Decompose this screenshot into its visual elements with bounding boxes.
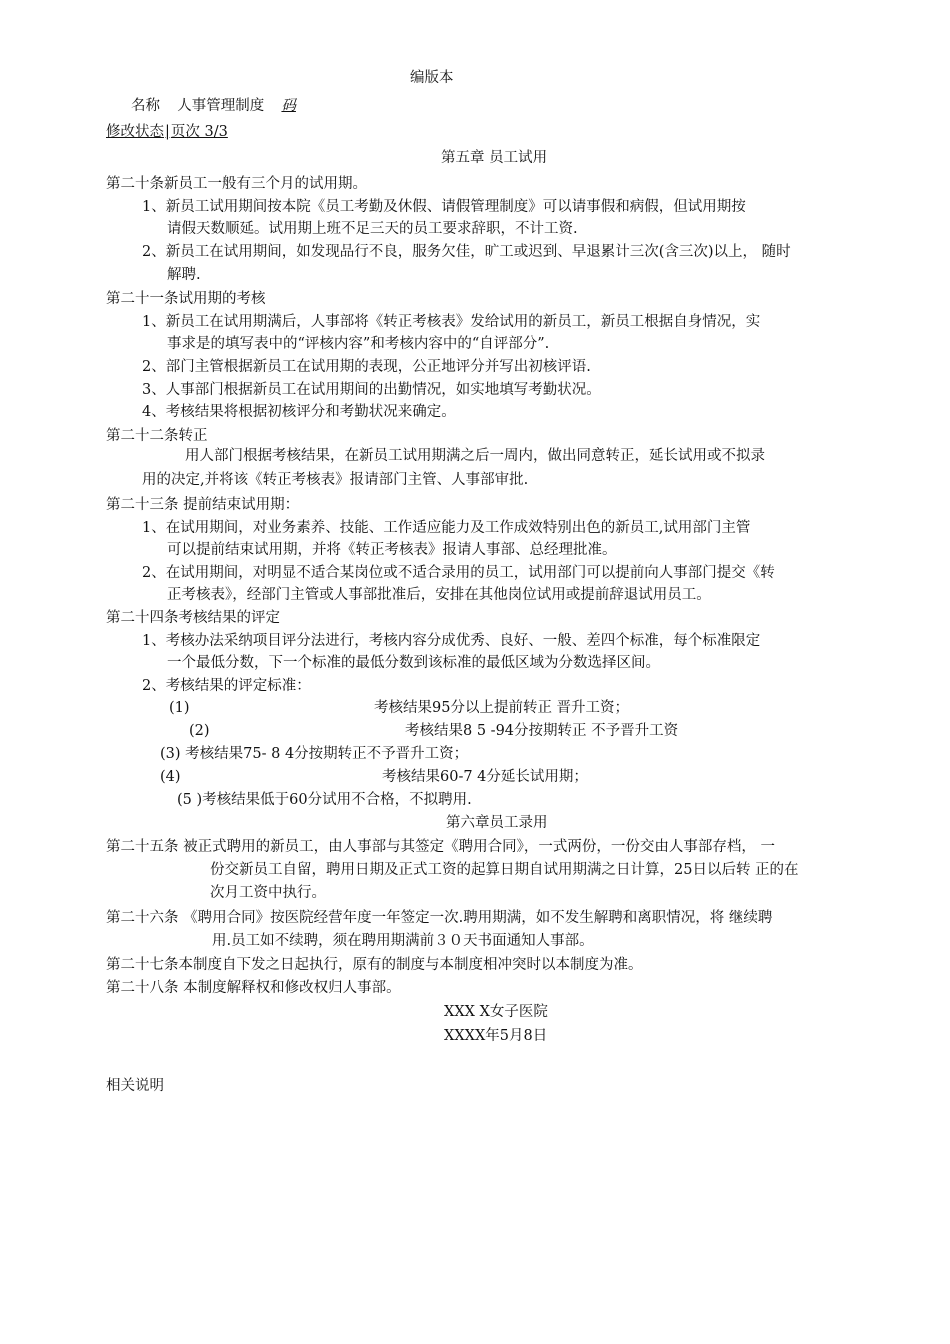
article21-item1-line2: 事求是的填写表中的“评核内容”和考核内容中的“自评部分”. [167, 336, 550, 352]
related-notes-label: 相关说明 [106, 1078, 164, 1094]
article26-line1: 第二十六条 《聘用合同》按医院经营年度一年签定一次.聘用期满，如不发生解聘和离职情况，将 继续聘 [106, 910, 773, 926]
article20-item1-line2: 请假天数顺延。试用期上班不足三天的员工要求辞职，不计工资. [167, 221, 578, 237]
issue-date: XXXX年5月8日 [444, 1028, 548, 1044]
name-mark: 码 [281, 98, 296, 114]
article25-line2: 份交新员工自留，聘用日期及正式工资的起算日期自试用期满之日计算，25日以后转 正的在 [210, 862, 799, 878]
standard1-number: (1) [169, 700, 190, 716]
chapter6-title: 第六章员工录用 [446, 815, 548, 831]
article24-item2: 2、考核结果的评定标准： [142, 678, 311, 694]
article24-item1-line1: 1、考核办法采纳项目评分法进行，考核内容分成优秀、良好、一般、差四个标准，每个标准限定 [142, 633, 761, 649]
article27: 第二十七条本制度自下发之日起执行，原有的制度与本制度相冲突时以本制度为准。 [106, 957, 643, 973]
article23-heading: 第二十三条 提前结束试用期： [106, 497, 300, 513]
chapter5-title: 第五章 员工试用 [441, 150, 548, 166]
article22-line1: 用人部门根据考核结果，在新员工试用期满之后一周内，做出同意转正，延长试用或不拟录 [185, 448, 765, 464]
article21-item4: 4、考核结果将根据初核评分和考勤状况来确定。 [142, 404, 456, 420]
standard3: (3) 考核结果75- 8 4分按期转正不予晋升工资； [160, 746, 469, 762]
name-value: 人事管理制度 [177, 98, 265, 114]
standard4-number: (4) [160, 769, 181, 785]
article25-line1: 第二十五条 被正式聘用的新员工，由人事部与其签定《聘用合同》，一式两份，一份交由人事部存档， 一 [106, 839, 775, 855]
article20-item1-line1: 1、新员工试用期间按本院《员工考勤及休假、请假管理制度》可以请事假和病假，但试用期按 [142, 199, 746, 215]
article26-line2: 用.员工如不续聘，须在聘用期满前３０天书面通知人事部。 [212, 933, 594, 949]
article23-item1-line1: 1、在试用期间，对业务素养、技能、工作适应能力及工作成效特别出色的新员工,试用部门主管 [142, 520, 751, 536]
article22-line2: 用的决定,并将该《转正考核表》报请部门主管、人事部审批. [142, 472, 529, 488]
article21-item2: 2、部门主管根据新员工在试用期的表现，公正地评分并写出初核评语. [142, 359, 591, 375]
article23-item2-line1: 2、在试用期间，对明显不适合某岗位或不适合录用的员工，试用部门可以提前向人事部门提交《转 [142, 565, 775, 581]
standard4-text: 考核结果60-7 4分延长试用期； [382, 769, 588, 785]
article21-item1-line1: 1、新员工在试用期满后，人事部将《转正考核表》发给试用的新员工，新员工根据自身情况，实 [142, 314, 761, 330]
doc-version-label: 编版本 [410, 70, 454, 86]
status-separator: | [165, 124, 170, 140]
article24-heading: 第二十四条考核结果的评定 [106, 610, 280, 626]
standard2-number: (2) [189, 723, 210, 739]
standard1-text: 考核结果95分以上提前转正 晋升工资； [374, 700, 630, 716]
name-label: 名称 [131, 98, 160, 114]
standard5: (5 )考核结果低于60分试用不合格，不拟聘用. [177, 792, 472, 808]
doc-name-row [131, 96, 296, 116]
article28: 第二十八条 本制度解释权和修改权归人事部。 [106, 980, 401, 996]
article24-item1-line2: 一个最低分数，下一个标准的最低分数到该标准的最低区域为分数选择区间。 [167, 655, 660, 671]
article25-line3: 次月工资中执行。 [210, 885, 326, 901]
article20-item2-line2: 解聘. [167, 267, 201, 283]
standard2-text: 考核结果8 5 -94分按期转正 不予晋升工资 [405, 723, 679, 739]
doc-status-row [106, 122, 228, 142]
page-label: 页次 3/3 [170, 124, 228, 140]
article22-heading: 第二十二条转正 [106, 428, 208, 444]
issuing-organization: XXX X女子医院 [444, 1004, 548, 1020]
article23-item1-line2: 可以提前结束试用期，并将《转正考核表》报请人事部、总经理批准。 [167, 542, 617, 558]
article23-item2-line2: 正考核表》，经部门主管或人事部批准后，安排在其他岗位试用或提前辞退试用员工。 [167, 587, 711, 603]
article21-heading: 第二十一条试用期的考核 [106, 291, 266, 307]
article20-item2-line1: 2、新员工在试用期间，如发现品行不良，服务欠佳，旷工或迟到、早退累计三次(含三次)以上， 随时 [142, 244, 791, 260]
article21-item3: 3、人事部门根据新员工在试用期间的出勤情况，如实地填写考勤状况。 [142, 382, 601, 398]
status-label: 修改状态 [106, 124, 164, 140]
article20-heading: 第二十条新员工一般有三个月的试用期。 [106, 176, 367, 192]
